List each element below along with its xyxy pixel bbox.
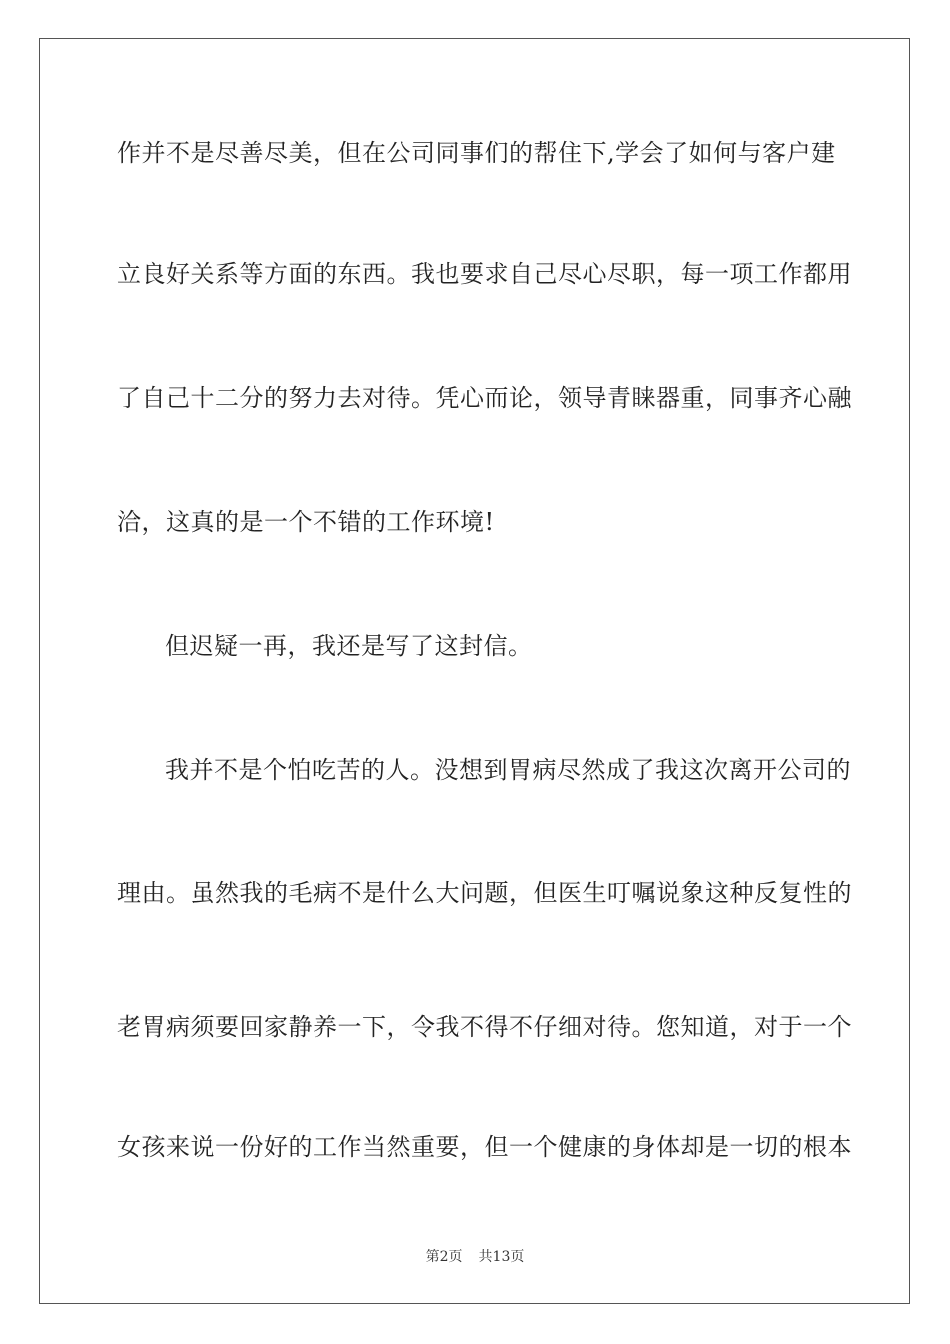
body-text-line: 了自己十二分的努力去对待。凭心而论，领导青睐器重，同事齐心融	[117, 384, 852, 412]
body-text-line: 作并不是尽善尽美，但在公司同事们的帮住下,学会了如何与客户建	[117, 139, 836, 167]
body-text-line: 立良好关系等方面的东西。我也要求自己尽心尽职，每一项工作都用	[117, 260, 852, 288]
total-page-count: 共13页	[478, 1249, 525, 1265]
body-text-line: 女孩来说一份好的工作当然重要，但一个健康的身体却是一切的根本	[117, 1133, 852, 1161]
paragraph-start-line: 我并不是个怕吃苦的人。没想到胃病尽然成了我这次离开公司的	[165, 756, 851, 784]
body-text-line: 理由。虽然我的毛病不是什么大问题，但医生叮嘱说象这种反复性的	[117, 879, 852, 907]
body-text-line: 老胃病须要回家静养一下，令我不得不仔细对待。您知道，对于一个	[117, 1013, 852, 1041]
page-frame	[39, 38, 910, 1304]
paragraph-start-line: 但迟疑一再，我还是写了这封信。	[165, 632, 533, 660]
current-page-number: 第2页	[425, 1249, 463, 1265]
page-footer	[0, 1248, 950, 1266]
body-text-line: 洽，这真的是一个不错的工作环境!	[117, 508, 495, 536]
